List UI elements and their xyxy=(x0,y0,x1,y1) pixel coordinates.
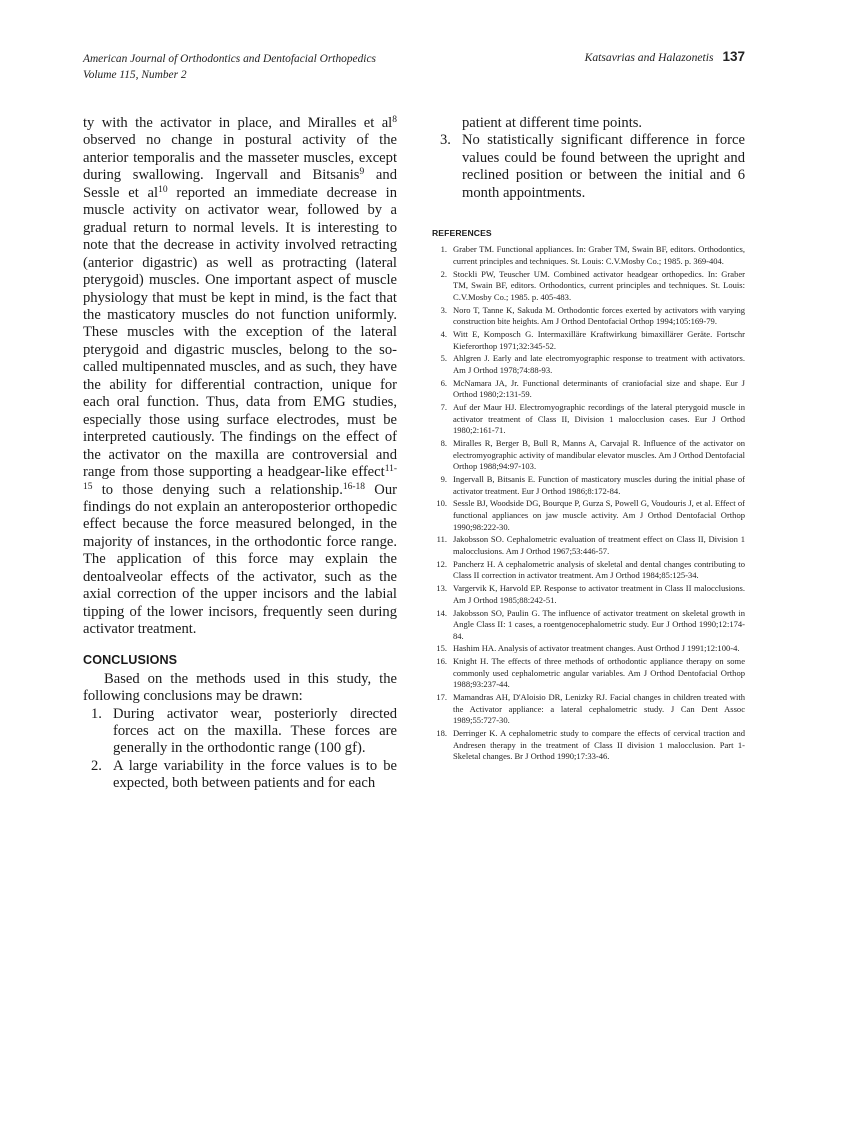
conclusion-item xyxy=(83,758,397,793)
reference-number: 12. xyxy=(436,558,447,569)
reference-text: Miralles R, Berger B, Bull R, Manns A, Carvajal R. Influence of the activator on electromyographic activity of mandibular elevator muscles. Am J Orthod Dentofacial Orthop 1988;94:97-103. xyxy=(453,438,745,472)
journal-title: American Journal of Orthodontics and Dentofacial Orthopedics xyxy=(83,53,376,65)
reference-item xyxy=(432,244,745,267)
conclusions-list-continued xyxy=(432,132,745,202)
reference-number: 3. xyxy=(440,304,447,315)
running-header-authors xyxy=(585,49,745,65)
reference-number: 8. xyxy=(440,438,447,449)
discussion-paragraph xyxy=(83,115,397,639)
reference-number: 13. xyxy=(436,583,447,594)
reference-text: Auf der Maur HJ. Electromyographic recordings of the lateral pterygoid muscle in activator treatment of Class II, Division 1 malocclusion cases. Eur J Orthod 1980;2:161-71. xyxy=(453,402,745,436)
conclusion-text: No statistically significant difference in force values could be found between the upright and reclined position or between the initial and 6 month appointments. xyxy=(462,132,745,201)
reference-item xyxy=(432,353,745,376)
references-heading: REFERENCES xyxy=(432,228,492,239)
reference-item xyxy=(432,559,745,582)
reference-item xyxy=(432,378,745,401)
reference-number: 16. xyxy=(436,656,447,667)
text-segment: reported an immediate decrease in muscle activity on activator wear, followed by a gradual return to normal levels. It is interesting to note that the decrease in activity involved retracting (anterior digastric) as well as protracting (lateral pterygoid) muscles. One important aspect of muscle physiology that must be kept in mind, is the fact that the masticatory muscles do not function uniformly. These muscles with the exception of the lateral pterygoid and digastric muscles, belong to the so-called multipennated muscles, and as such, they have the ability for differential contraction, unique for each oral function. Thus, data from EMG studies, especially those using surface electrodes, must be interpreted cautiously. The findings on the effect of the activator on the maxilla are controversial and range from those supporting a headgear-like effect xyxy=(83,184,397,481)
reference-number: 15. xyxy=(436,643,447,654)
text-segment: and Sessle et al xyxy=(83,167,397,201)
reference-number: 7. xyxy=(440,402,447,413)
conclusion-text: A large variability in the force values is to be expected, both between patients and for each xyxy=(113,757,397,792)
conclusion-item xyxy=(83,706,397,758)
reference-text: Knight H. The effects of three methods of orthodontic appliance therapy on some commonly used cephalometric angular variables. Am J Orthod Dentofacial Orthop 1988;93:237-44. xyxy=(453,656,745,690)
reference-text: Ingervall B, Bitsanis E. Function of masticatory muscles during the initial phase of activator treatment. Eur J Orthod 1986;8:172-84. xyxy=(453,474,745,496)
reference-number: 9. xyxy=(440,474,447,485)
article-authors: Katsavrias and Halazonetis xyxy=(584,51,714,64)
citation-superscript: 10 xyxy=(158,184,168,195)
reference-text: Vargervik K, Harvold EP. Response to activator treatment in Class II malocclusions. Am J Orthod 1985;88:242-51. xyxy=(453,583,745,605)
text-segment: to those denying such a relationship. xyxy=(92,481,343,498)
reference-number: 2. xyxy=(440,268,447,279)
reference-item xyxy=(432,534,745,557)
reference-item xyxy=(432,643,745,655)
reference-number: 4. xyxy=(440,328,447,339)
running-header-journal xyxy=(83,51,376,83)
reference-text: Ahlgren J. Early and late electromyographic response to treatment with activators. Am J Orthod 1978;74:88-93. xyxy=(453,353,745,375)
reference-item xyxy=(432,305,745,328)
reference-item xyxy=(432,402,745,437)
reference-text: Noro T, Tanne K, Sakuda M. Orthodontic forces exerted by activators with varying construction bite heights. Am J Orthod Dentofacial Orthop 1994;105:169-79. xyxy=(453,304,745,327)
reference-item xyxy=(432,656,745,691)
page-number: 137 xyxy=(722,49,745,64)
reference-item xyxy=(432,474,745,497)
text-segment: ty with the activator in place, and Miralles et al xyxy=(83,115,393,131)
citation-superscript: 16-18 xyxy=(342,481,366,492)
reference-item xyxy=(432,583,745,606)
reference-number: 5. xyxy=(440,353,447,364)
list-number: 1. xyxy=(91,705,102,722)
text-segment: observed no change in postural activity of the anterior temporalis and the masseter muscles, except during swallowing. Ingervall and Bitsanis xyxy=(83,132,397,184)
reference-number: 1. xyxy=(440,244,447,255)
reference-text: Sessle BJ, Woodside DG, Bourque P, Gurza S, Powell G, Voudouris J, et al. Effect of functional appliances on jaw muscle activity. Am J Orthod Dentofacial Orthop 1990;98:222-30. xyxy=(453,498,745,532)
conclusions-heading: CONCLUSIONS xyxy=(83,652,178,667)
reference-item xyxy=(432,329,745,352)
reference-text: Derringer K. A cephalometric study to compare the effects of cervical traction and Andresen therapy in the treatment of Class II division 1 malocclusion. Part 1-Skeletal changes. Br J Orthod 1990;17:33-46. xyxy=(453,728,745,762)
list-number: 2. xyxy=(91,757,102,774)
reference-text: Graber TM. Functional appliances. In: Graber TM, Swain BF, editors. Orthodontics, current principles and techniques. St. Louis: C.V.Mosby Co.; 1985. p. 369-404. xyxy=(453,244,745,266)
reference-number: 14. xyxy=(436,607,447,618)
reference-text: McNamara JA, Jr. Functional determinants of craniofacial size and shape. Eur J Orthod 1980;2:131-59. xyxy=(453,377,745,400)
reference-number: 10. xyxy=(436,498,447,509)
list-number: 3. xyxy=(440,132,451,149)
citation-superscript: 11-15 xyxy=(83,464,397,492)
conclusions-intro: Based on the methods used in this study, the following conclusions may be drawn: xyxy=(83,670,397,705)
citation-superscript: 9 xyxy=(359,167,365,178)
reference-item xyxy=(432,608,745,643)
reference-text: Pancherz H. A cephalometric analysis of skeletal and dental changes contributing to Class II correction in activator treatment. Am J Orthod 1984;85:125-34. xyxy=(453,558,745,581)
reference-item xyxy=(432,269,745,304)
text-segment: Our findings do not explain an anteroposterior orthopedic effect because the force measured belonged, in the majority of instances, in the orthodontic force range. The application of this force may explain the dentoalveolar effects of the activator, such as the axial correction of the upper incisors and the labial tipping of the lower incisors, frequently seen during activator treatment. xyxy=(83,481,397,638)
right-column xyxy=(432,115,745,764)
conclusion-2-continued: patient at different time points. xyxy=(462,115,643,131)
journal-volume: Volume 115, Number 2 xyxy=(83,69,187,81)
conclusions-list xyxy=(83,706,397,793)
reference-number: 17. xyxy=(436,692,447,703)
conclusion-item xyxy=(432,132,745,202)
reference-text: Mamandras AH, D'Aloisio DR, Lenizky RJ. Facial changes in children treated with the Activator appliance: a lateral cephalometric study. J Can Dent Assoc 1989;55:727-30. xyxy=(453,692,745,726)
citation-superscript: 8 xyxy=(392,115,397,125)
left-column xyxy=(83,115,397,793)
reference-item xyxy=(432,728,745,763)
reference-text: Witt E, Komposch G. Intermaxilläre Kraftwirkung bimaxillärer Geräte. Fortschr Kieferorthop 1971;32:345-52. xyxy=(453,328,745,351)
reference-text: Jakobsson SO. Cephalometric evaluation of treatment effect on Class II, Division 1 malocclusions. Am J Orthod 1967;53:446-57. xyxy=(453,534,745,556)
references-list xyxy=(432,244,745,763)
reference-text: Hashim HA. Analysis of activator treatment changes. Aust Orthod J 1991;12:100-4. xyxy=(453,643,740,654)
reference-text: Jakobsson SO, Paulin G. The influence of activator treatment on skeletal growth in Angle Class II: 1 cases, a roentgenocephalometric study. Eur J Orthod 1990;12:174-84. xyxy=(453,607,745,641)
conclusion-text: During activator wear, posteriorly directed forces act on the maxilla. These forces are generally in the orthodontic range (100 gf). xyxy=(113,705,397,757)
reference-item xyxy=(432,438,745,473)
reference-text: Stockli PW, Teuscher UM. Combined activator headgear orthopedics. In: Graber TM, Swain BF, editors. Orthodontics, current principles and techniques. St. Louis: C.V.Mosby Co.; 1985. p. 405-483. xyxy=(453,268,745,302)
reference-item xyxy=(432,692,745,727)
reference-number: 18. xyxy=(436,728,447,739)
reference-item xyxy=(432,498,745,533)
reference-number: 6. xyxy=(440,377,447,388)
reference-number: 11. xyxy=(436,534,447,545)
